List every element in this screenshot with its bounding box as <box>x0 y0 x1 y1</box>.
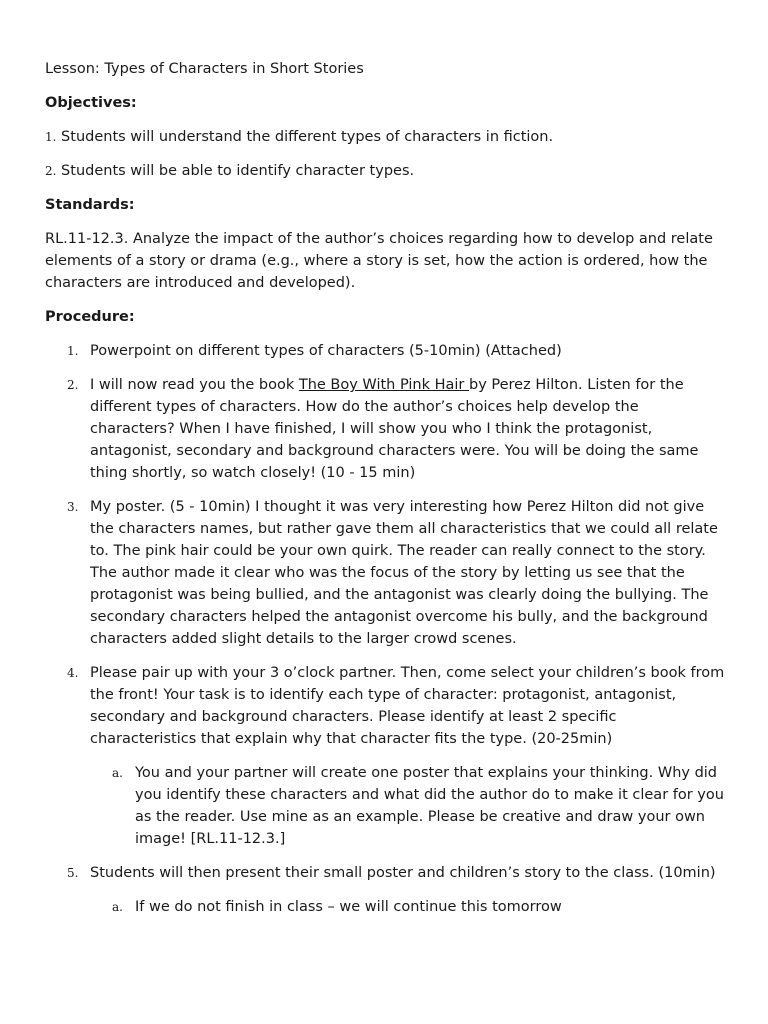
standards-text: RL.11-12.3. Analyze the impact of the author’s choices regarding how to develop and relate elements of a story or drama (e.g., where a story is set, how the action is ordered, how the characters are introduced and developed). <box>45 231 713 291</box>
procedure-number: 5. <box>67 866 79 880</box>
document-page <box>45 58 725 930</box>
objective-number: 2. <box>45 164 57 178</box>
procedure-subitem <box>90 896 725 918</box>
procedure-number: 3. <box>67 500 79 514</box>
procedure-subitem <box>90 762 725 850</box>
procedure-text: My poster. (5 - 10min) I thought it was very interesting how Perez Hilton did not give the characters names, but rather gave them all characteristics that we could all relate to. The pink hair could be your own quirk. The reader can really connect to the story. The author made it clear who was the focus of the story by letting us see that the protagonist was being bullied, and the antagonist was clearly doing the bullying. The secondary characters helped the antagonist overcome his bully, and the background characters added slight details to the larger crowd scenes. <box>90 499 718 647</box>
objective-item <box>45 126 725 148</box>
subitem-letter: a. <box>112 900 123 914</box>
procedure-heading: Procedure: <box>45 309 135 325</box>
procedure-item <box>45 496 725 650</box>
procedure-text: Powerpoint on different types of characters (5-10min) (Attached) <box>90 343 562 359</box>
objective-item <box>45 160 725 182</box>
subitem-letter: a. <box>112 766 123 780</box>
procedure-list <box>45 340 725 918</box>
procedure-number: 4. <box>67 666 79 680</box>
lesson-title: Lesson: Types of Characters in Short Stories <box>45 61 364 77</box>
book-title: The Boy With Pink Hair <box>298 377 469 393</box>
procedure-text: Students will then present their small poster and children’s story to the class. (10min) <box>90 865 716 881</box>
procedure-text-after: by Perez Hilton. Listen for the different types of characters. How do the author’s choices help develop the characters? When I have finished, I will show you who I think the protagonist, antagonist, secondary and background characters were. You will be doing the same thing shortly, so watch closely! (10 - 15 min) <box>90 377 699 481</box>
objective-text: Students will be able to identify character types. <box>56 163 415 179</box>
procedure-text-before: I will now read you the book <box>90 377 299 393</box>
standards-heading: Standards: <box>45 197 135 213</box>
procedure-item <box>45 862 725 918</box>
procedure-item <box>45 374 725 484</box>
objective-number: 1. <box>45 130 57 144</box>
subitem-text: You and your partner will create one poster that explains your thinking. Why did you identify these characters and what did the author do to make it clear for you as the reader. Use mine as an example. Please be creative and draw your own image! [RL.11-12.3.] <box>135 765 724 847</box>
objective-text: Students will understand the different types of characters in fiction. <box>56 129 554 145</box>
procedure-number: 1. <box>67 344 79 358</box>
procedure-number: 2. <box>67 378 79 392</box>
procedure-item <box>45 662 725 850</box>
procedure-text: Please pair up with your 3 o’clock partner. Then, come select your children’s book from the front! Your task is to identify each type of character: protagonist, antagonist, secondary and background characters. Please identify at least 2 specific characteristics that explain why that character fits the type. (20-25min) <box>90 665 725 747</box>
subitem-text: If we do not finish in class – we will continue this tomorrow <box>135 899 562 915</box>
procedure-item <box>45 340 725 362</box>
objectives-heading: Objectives: <box>45 95 137 111</box>
